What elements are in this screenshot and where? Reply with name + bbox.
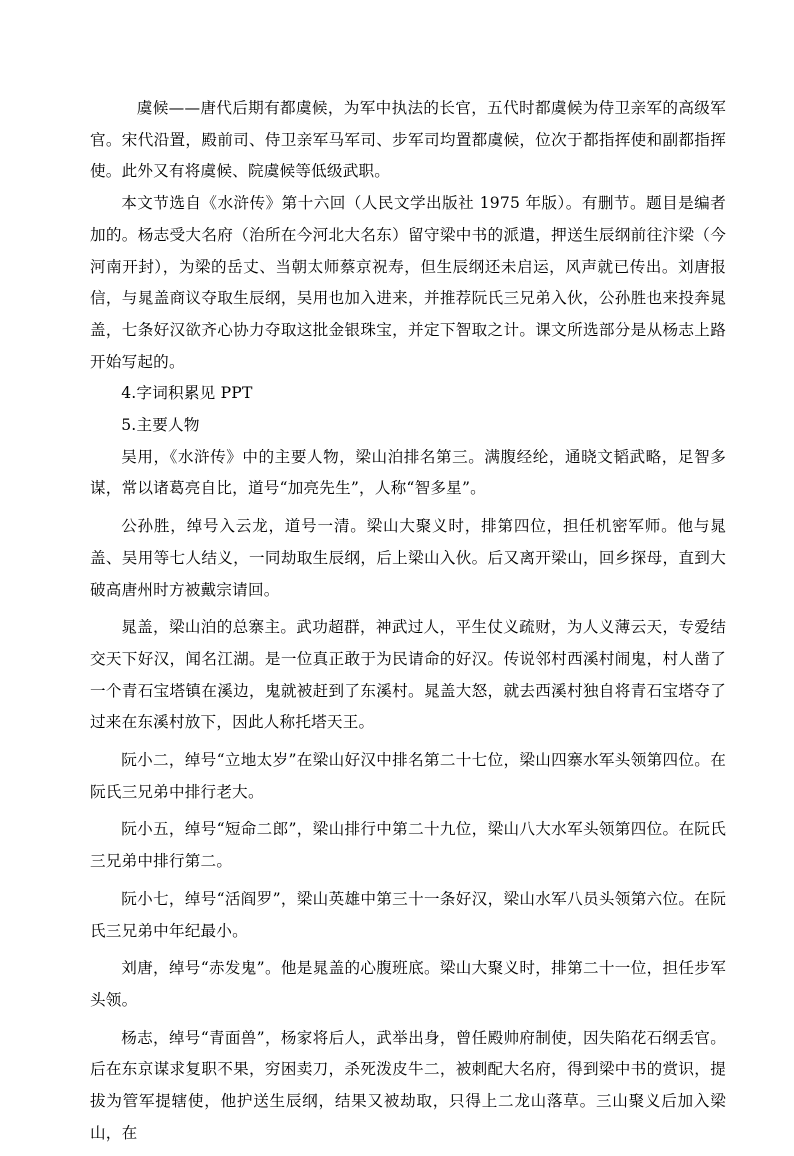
paragraph-ruan-xiaoqi: 阮小七，绰号“活阎罗”，梁山英雄中第三十一条好汉，梁山水军八员头领第六位。在阮氏三兄弟中年纪最小。 [90, 889, 726, 940]
paragraph-yang-zhi: 杨志，绰号“青面兽”，杨家将后人，武举出身，曾任殿帅府制使，因失陷花石纲丢官。后在东京谋求复职不果，穷困卖刀，杀死泼皮牛二，被刺配大名府，得到梁中书的赏识，提拔为管军提辖使，他护送生辰纲，结果又被劫取，只得上二龙山落草。三山聚义后加入梁山，在 [90, 1028, 726, 1142]
paragraph-source-summary: 本文节选自《水浒传》第十六回（人民文学出版社 1975 年版）。有删节。题目是编者加的。杨志受大名府（治所在今河北大名东）留守梁中书的派遣，押送生辰纲前往汴梁（今河南开封），为梁的岳丈、当朝太师蔡京祝寿，但生辰纲还未启运，风声就已传出。刘唐报信，与晁盖商议夺取生辰纲，吴用也加入进来，并推荐阮氏三兄弟入伙，公孙胜也来投奔晁盖，七条好汉欲齐心协力夺取这批金银珠宝，并定下智取之计。课文所选部分是从杨志上路开始写起的。 [90, 194, 726, 371]
paragraph-yuhou-note: 虞候——唐代后期有都虞候，为军中执法的长官，五代时都虞候为侍卫亲军的高级军官。宋代沿置，殿前司、侍卫亲军马军司、步军司均置都虞候，位次于都指挥使和副都指挥使。此外又有将虞候、院虞候等低级武职。 [90, 99, 726, 181]
document-page [90, 93, 726, 1156]
paragraph-chao-gai: 晁盖，梁山泊的总寨主。武功超群，神武过人，平生仗义疏财，为人义薄云天，专爱结交天下好汉，闻名江湖。是一位真正敢于为民请命的好汉。传说邻村西溪村闹鬼，村人凿了一个青石宝塔镇在溪边，鬼就被赶到了东溪村。晁盖大怒，就去西溪村独自将青石宝塔夺了过来在东溪村放下，因此人称托塔天王。 [90, 618, 726, 732]
paragraph-wu-yong: 吴用，《水浒传》中的主要人物，梁山泊排名第三。满腹经纶，通晓文韬武略，足智多谋，常以诸葛亮自比，道号“加亮先生”，人称“智多星”。 [90, 447, 726, 498]
paragraph-liu-tang: 刘唐，绰号“赤发鬼”。他是晁盖的心腹班底。梁山大聚义时，排第二十一位，担任步军头领。 [90, 959, 726, 1009]
paragraph-vocabulary-heading: 4.字词积累见 PPT [121, 384, 253, 403]
paragraph-ruan-xiaowu: 阮小五，绰号“短命二郎”，梁山排行中第二十九位，梁山八大水军头领第四位。在阮氏三兄弟中排行第二。 [90, 820, 726, 871]
paragraph-characters-heading: 5.主要人物 [121, 416, 200, 435]
paragraph-ruan-xiaoer: 阮小二，绰号“立地太岁”在梁山好汉中排名第二十七位，梁山四寨水军头领第四位。在阮氏三兄弟中排行老大。 [90, 751, 726, 801]
paragraph-gongsun-sheng: 公孙胜，绰号入云龙，道号一清。梁山大聚义时，排第四位，担任机密军师。他与晁盖、吴用等七人结义，一同劫取生辰纲，后上梁山入伙。后又离开梁山，回乡探母，直到大破高唐州时方被戴宗请回。 [90, 517, 726, 599]
